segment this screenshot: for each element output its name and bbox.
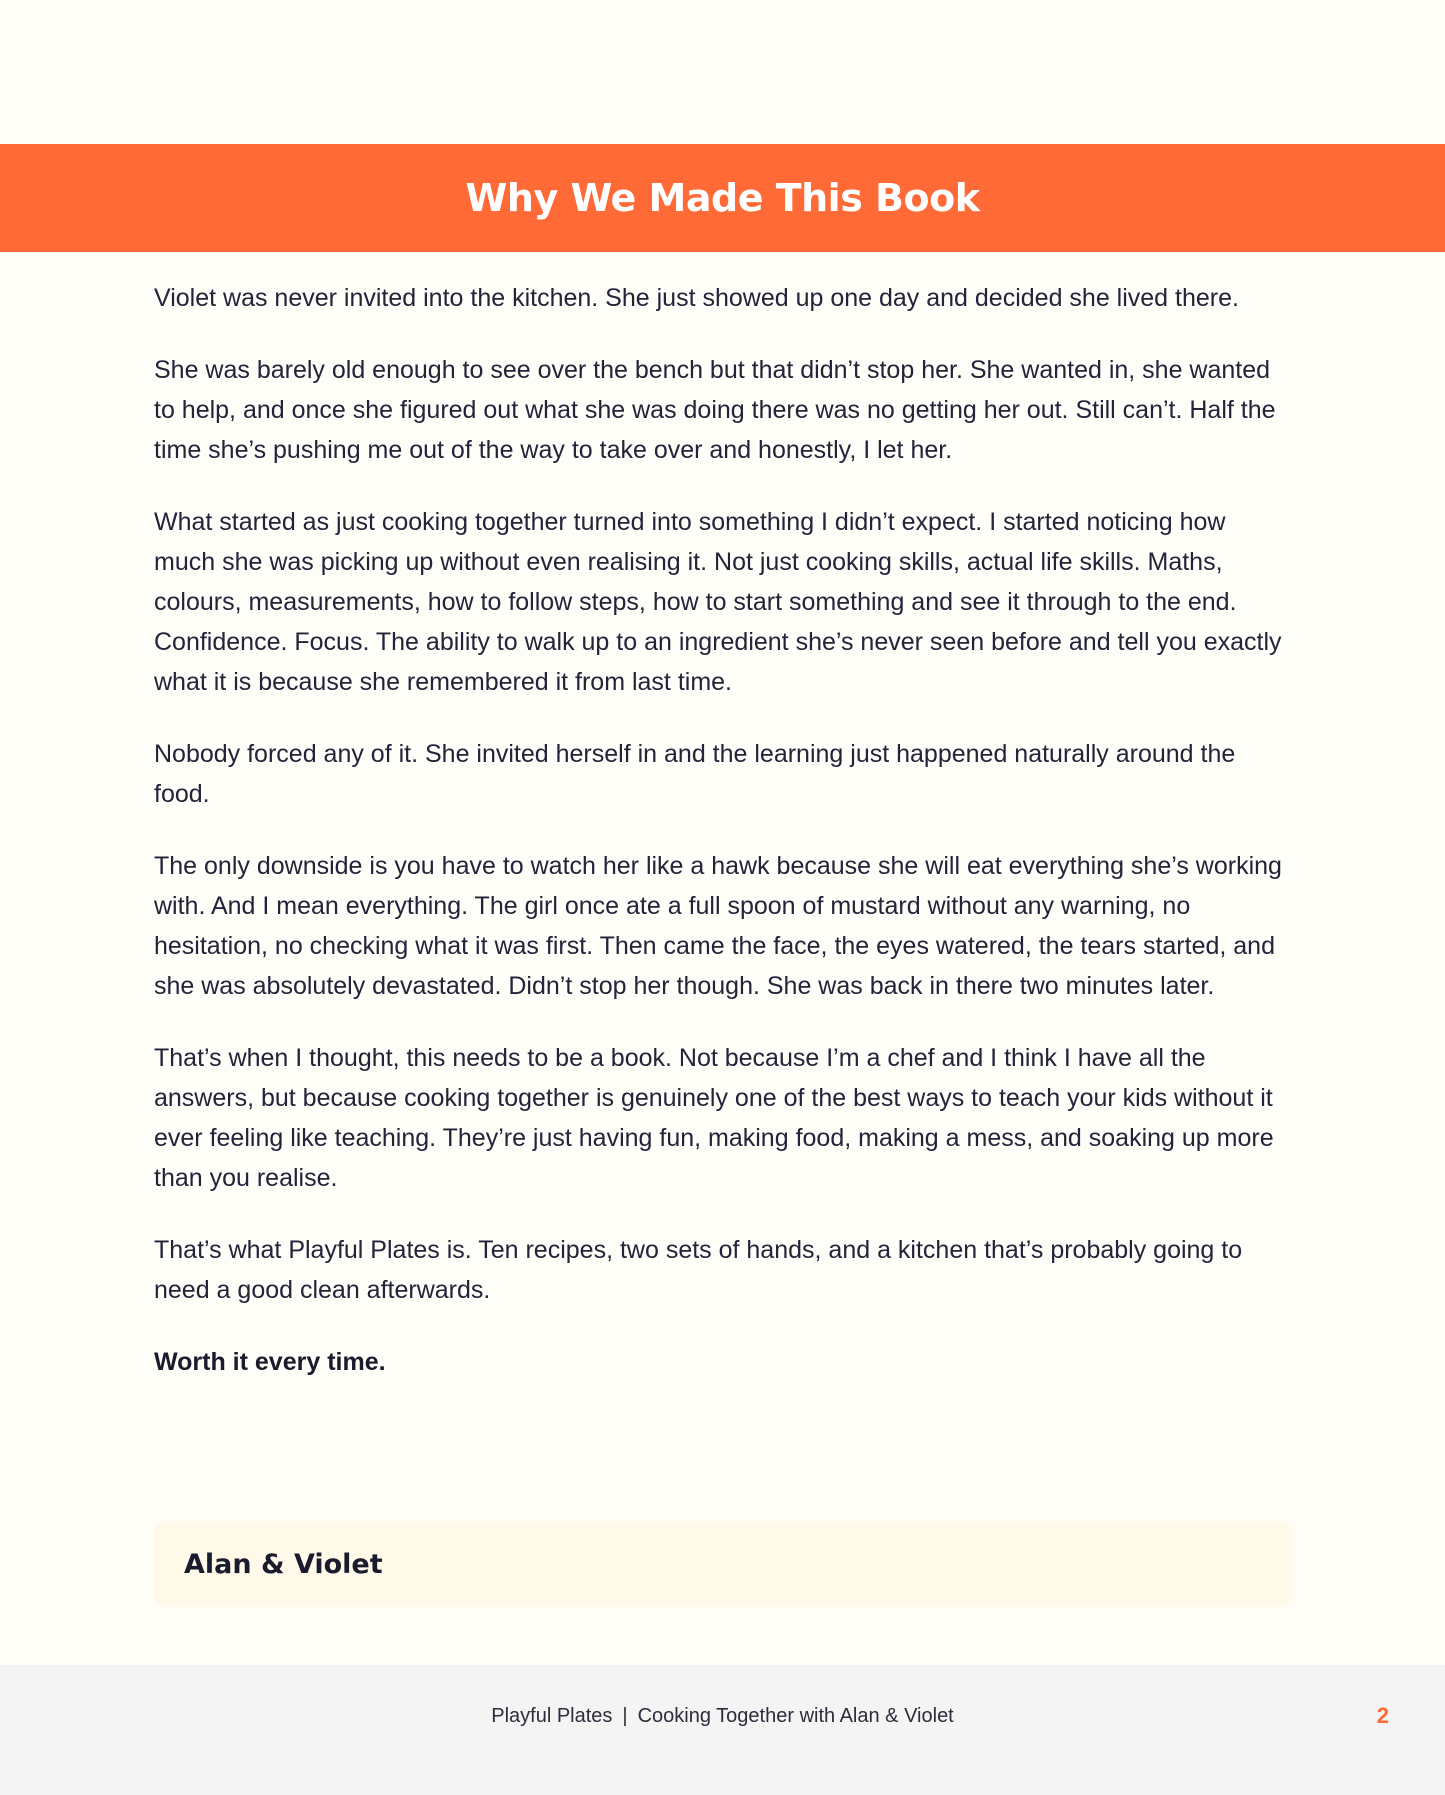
paragraph-2: She was barely old enough to see over the bench but that didn’t stop her. She wanted in, she wanted to help, and once she figured out what she was doing there was no getting her out. Still can’t. Half the time she’s pushing me out of the way to take over and honestly, I let her. [154, 356, 1276, 464]
page-title: Why We Made This Book [465, 176, 980, 220]
paragraph-3: What started as just cooking together turned into something I didn’t expect. I started noticing how much she was picking up without even realising it. Not just cooking skills, actual life skills. Maths, colours, measurements, how to follow steps, how to start something and see it through to the end. Confidence. Focus. The ability to walk up to an ingredient she’s never seen before and tell you exactly what it is because she remembered it from last time. [154, 508, 1282, 696]
paragraph-6: That’s when I thought, this needs to be a book. Not because I’m a chef and I think I have all the answers, but because cooking together is genuinely one of the best ways to teach your kids without it ever feeling like teaching. They’re just having fun, making food, making a mess, and soaking up more than you realise. [154, 1044, 1274, 1192]
signature: Alan & Violet [184, 1548, 383, 1580]
signature-box [154, 1521, 1292, 1607]
title-banner [0, 144, 1445, 252]
footer-separator: | [622, 1705, 628, 1727]
footer-text [0, 1705, 1445, 1728]
page-number: 2 [1376, 1703, 1389, 1728]
footer [0, 1665, 1445, 1795]
paragraph-1: Violet was never invited into the kitchen. She just showed up one day and decided she lived there. [154, 284, 1239, 312]
closing-line: Worth it every time. [154, 1348, 386, 1376]
paragraph-4: Nobody forced any of it. She invited herself in and the learning just happened naturally around the food. [154, 740, 1236, 808]
body-text [154, 278, 1292, 1382]
paragraph-5: The only downside is you have to watch her like a hawk because she will eat everything she’s working with. And I mean everything. The girl once ate a full spoon of mustard without any warning, no hesitation, no checking what it was first. Then came the face, the eyes watered, the tears started, and she was absolutely devastated. Didn’t stop her though. She was back in there two minutes later. [154, 852, 1282, 1000]
footer-book-title: Playful Plates [491, 1705, 613, 1727]
footer-subtitle: Cooking Together with Alan & Violet [637, 1705, 954, 1727]
paragraph-7: That’s what Playful Plates is. Ten recipes, two sets of hands, and a kitchen that’s probably going to need a good clean afterwards. [154, 1236, 1243, 1304]
